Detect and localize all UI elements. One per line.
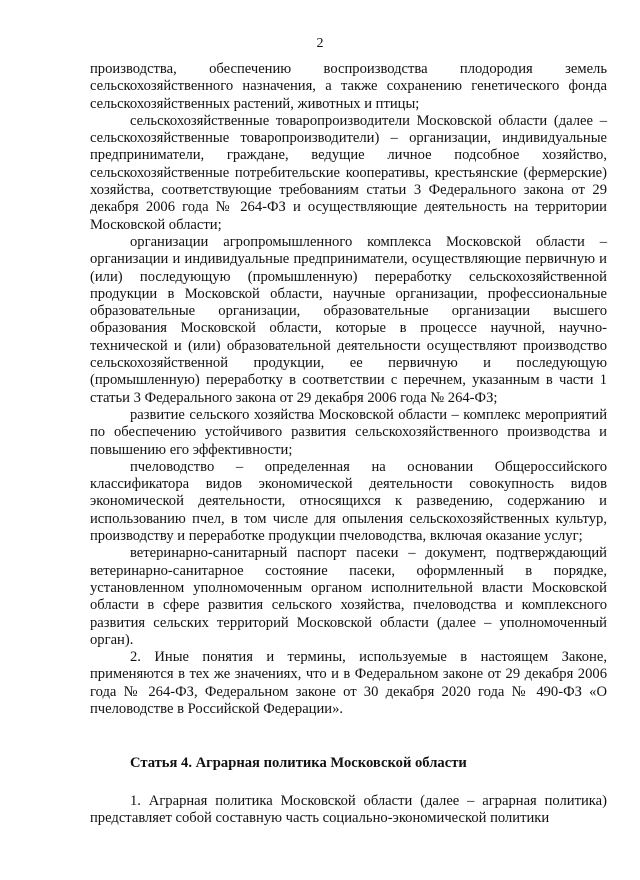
article-body [90,793,607,828]
definition-apiary-passport: ветеринарно-санитарный паспорт пасеки – документ, подтверждающий ветеринарно-санитарное состояние пасеки, оформленный в порядке, установленном уполномоченным органом исполнительной власти Московской области в сфере развития сельского хозяйства, пчеловодства и комплексного развития сельских территорий Московской области (далее – уполномоченный орган). [90,545,607,648]
article-clause-1: 1. Аграрная политика Московской области (далее – аграрная политика) представляет собой составную часть социально-экономической политики [90,793,607,827]
definition-agriculture-development: развитие сельского хозяйства Московской области – комплекс мероприятий по обеспечению устойчивого развития сельскохозяйственного производства и повышению его эффективности; [90,406,607,458]
definition-agroindustrial-organizations: организации агропромышленного комплекса Московской области – организации и индивидуальные предприниматели, осуществляющие первичную и (или) последующую (промышленную) переработку сельскохозяйственной продукции в Московской области, научные организации, профессиональные образовательные организации, образовательные организации высшего образования Московской области, которые в процессе научной, научно-технической и (или) образовательной деятельности осуществляют производство сельскохозяйственной продукции, ее первичную и последующую (промышленную) переработку в соответствии с перечнем, указанным в части 1 статьи 3 Федерального закона от 29 декабря 2006 года № 264-ФЗ; [90,233,607,406]
paragraph-continuation: производства, обеспечению воспроизводства плодородия земель сельскохозяйственного назначения, а также сохранению генетического фонда сельскохозяйственных растений, животных и птицы; [90,61,607,112]
clause-2-other-terms: 2. Иные понятия и термины, используемые в настоящем Законе, применяются в тех же значениях, что и в Федеральном законе от 29 декабря 2006 года № 264-ФЗ, Федеральном законе от 30 декабря 2020 года № 490-ФЗ «О пчеловодстве в Российской Федерации». [90,649,607,717]
definition-agricultural-producers: сельскохозяйственные товаропроизводители Московской области (далее – сельскохозяйственные товаропроизводители) – организации, индивидуальные предприниматели, граждане, ведущие личное подсобное хозяйство, сельскохозяйственные потребительские кооперативы, крестьянские (фермерские) хозяйства, соответствующие требованиям статьи 3 Федерального закона от 29 декабря 2006 года № 264-ФЗ и осуществляющие деятельность на территории Московской области; [90,112,607,233]
article-heading: Статья 4. Аграрная политика Московской области [130,755,467,771]
page-number: 2 [316,36,324,51]
definition-beekeeping: пчеловодство – определенная на основании Общероссийского классификатора видов экономической деятельности совокупность видов экономической деятельности, относящихся к разведению, содержанию и использованию пчел, в том числе для опыления сельскохозяйственных культур, производству и переработке продукции пчеловодства, включая оказание услуг; [90,458,607,545]
document-body [90,61,607,718]
